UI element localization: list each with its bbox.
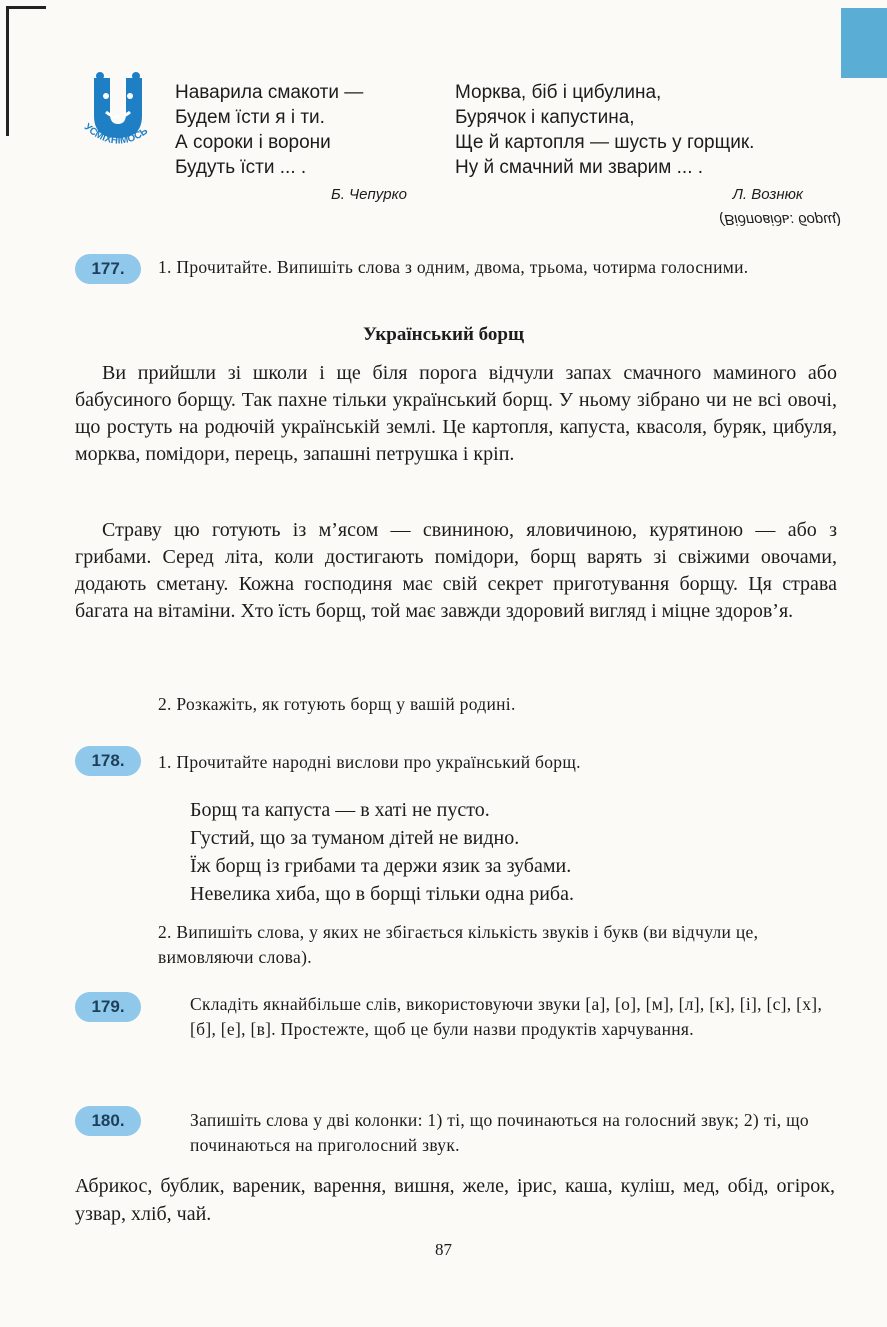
sayings-list <box>190 796 574 908</box>
poem-author: Л. Вознюк <box>732 186 803 203</box>
poem-line: А сороки і ворони <box>175 132 331 153</box>
text-paragraph-2: Страву цю готують із м’ясом — свининою, яловичиною, курятиною — або з грибами. Серед літа, коли достигають помідори, борщ варять зі свіжими овочами, додають сметану. Кожна господиня має свій секрет приготування борщу. Ця страва багата на вітаміни. Хто їсть борщ, той має завжди здоровий вигляд і міцне здоров’я. <box>75 519 837 622</box>
riddle-answer: (Відповідь: борщ) <box>719 211 841 228</box>
logo-caption: УСМІХНІМОСЬ <box>81 121 151 147</box>
poem-author: Б. Чепурко <box>330 186 407 203</box>
poem-left <box>175 80 425 207</box>
exercise-180-task: Запишіть слова у дві колонки: 1) ті, що починаються на голосний звук; 2) ті, що починаються на приголосний звук. <box>190 1110 809 1155</box>
poem-line: Бурячок і капустина, <box>455 107 635 128</box>
smiling-u-icon <box>72 70 164 160</box>
poem-line: Будуть їсти ... . <box>175 157 307 178</box>
exercise-177-task-2: 2. Розкажіть, як готують борщ у вашій родині. <box>158 694 516 714</box>
saying: Густий, що за туманом дітей не видно. <box>190 827 520 849</box>
exercise-177-task-1: 1. Прочитайте. Випишіть слова з одним, двома, трьома, чотирма голосними. <box>158 257 749 277</box>
exercise-number-179: 179. <box>75 992 141 1022</box>
poem-line: Будем їсти я і ти. <box>175 107 325 128</box>
poem-line: Ну й смачний ми зварим ... . <box>455 157 704 178</box>
word-list: Абрикос, бублик, вареник, варення, вишня, желе, ірис, каша, куліш, мед, обід, огірок, узвар, хліб, чай. <box>75 1175 835 1225</box>
text-paragraph-1: Ви прийшли зі школи і ще біля порога відчули запах смачного маминого або бабусиного борщу. Так пахне тільки український борщ. У ньому зібрано чи не всі овочі, що ростуть на родючій українській землі. Це картопля, капуста, квасоля, буряк, цибуля, морква, помідори, перець, запашні петрушка і кріп. <box>75 362 837 465</box>
saying: Невелика хиба, що в борщі тільки одна риба. <box>190 883 574 905</box>
text-title: Український борщ <box>362 324 525 345</box>
poem-right <box>455 80 855 232</box>
page-tab-marker <box>841 8 887 78</box>
exercise-number-177: 177. <box>75 254 141 284</box>
poem-line: Наварила смакоти — <box>175 82 364 103</box>
page-number: 87 <box>435 1240 452 1259</box>
page-edge-top <box>6 6 46 9</box>
exercise-number-178: 178. <box>75 746 141 776</box>
exercise-179-task: Складіть якнайбільше слів, використовуючи звуки [а], [о], [м], [л], [к], [і], [с], [х], [б], [е], [в]. Простежте, щоб це були назви продуктів харчування. <box>190 994 823 1039</box>
exercise-178-task-2: 2. Випишіть слова, у яких не збігається кількість звуків і букв (ви відчули це, вимовляючи слова). <box>158 922 759 967</box>
saying: Борщ та капуста — в хаті не пусто. <box>190 799 490 821</box>
page-edge-left <box>6 6 9 136</box>
saying: Їж борщ із грибами та держи язик за зубами. <box>190 855 572 877</box>
poem-line: Ще й картопля — шусть у горщик. <box>455 132 755 153</box>
poem-line: Морква, біб і цибулина, <box>455 82 662 103</box>
exercise-number-180: 180. <box>75 1106 141 1136</box>
exercise-178-task-1: 1. Прочитайте народні вислови про український борщ. <box>158 752 581 772</box>
